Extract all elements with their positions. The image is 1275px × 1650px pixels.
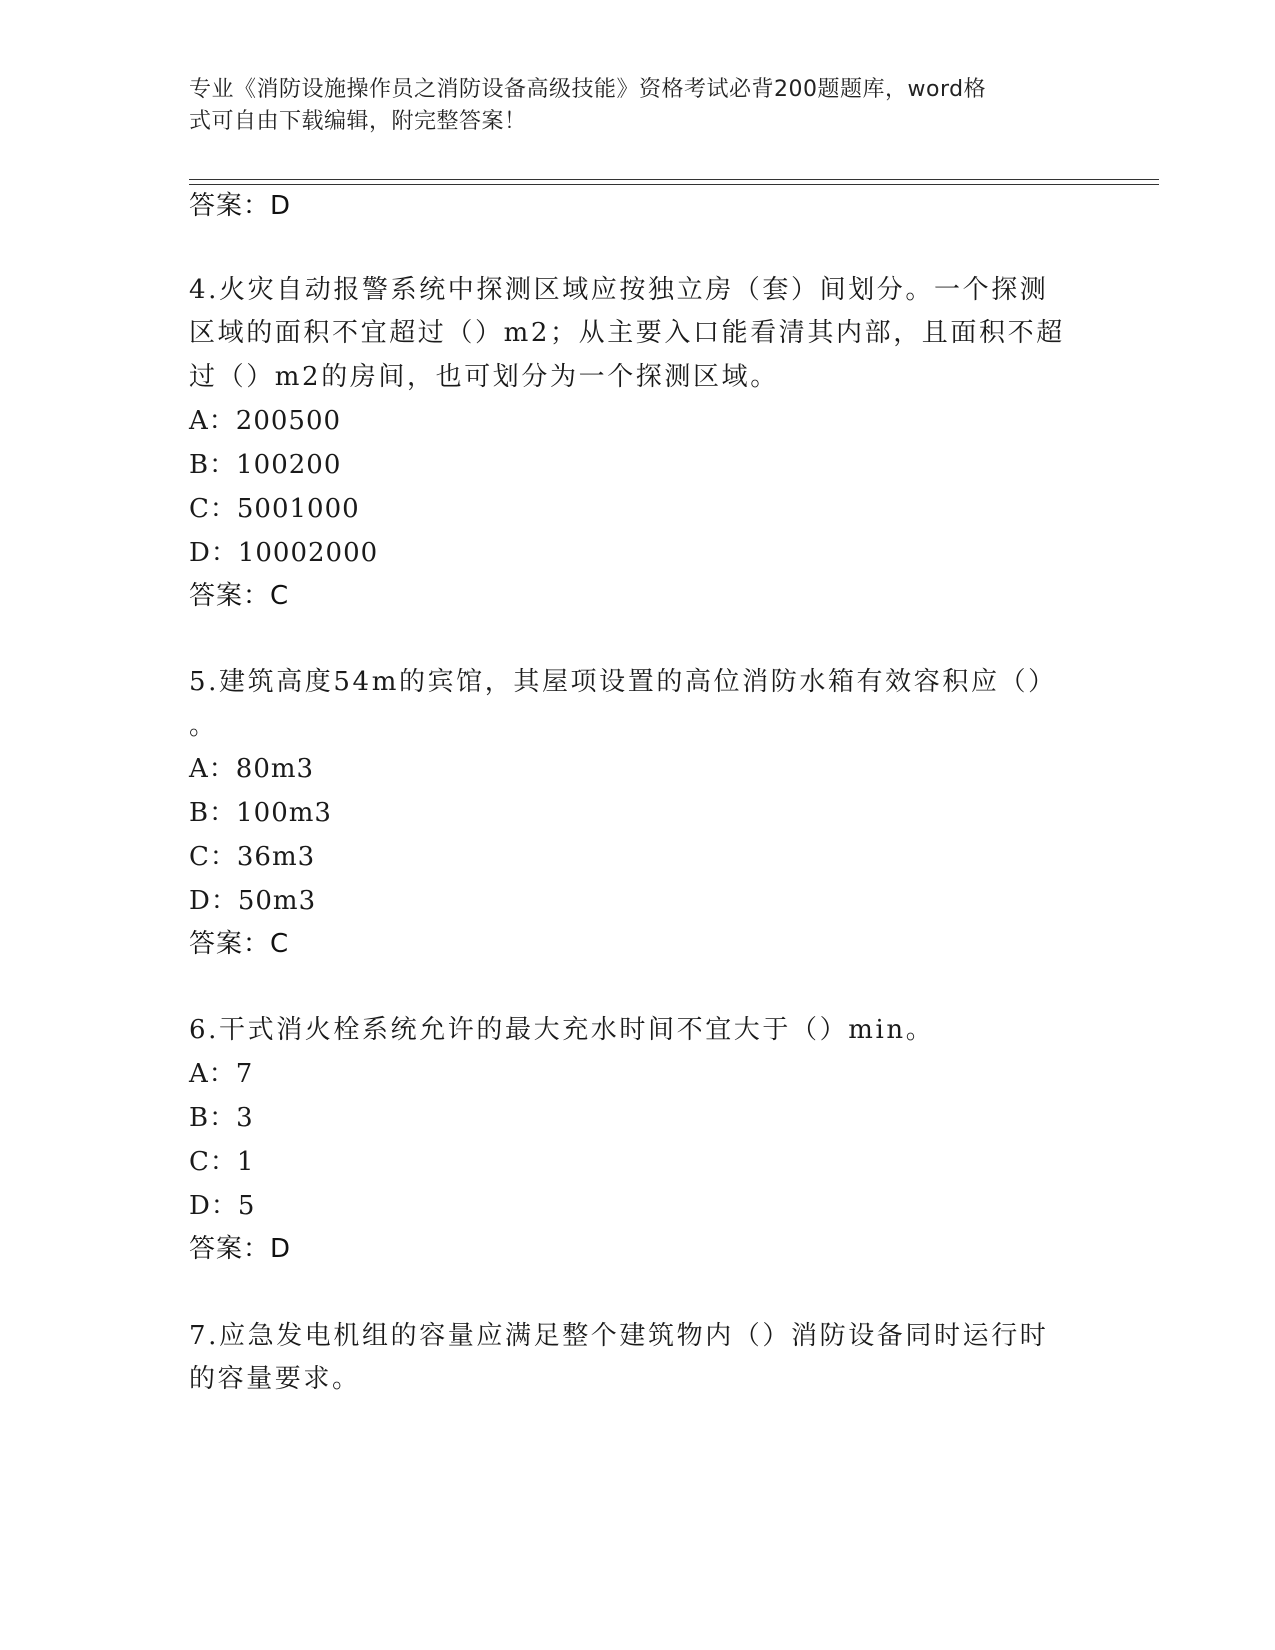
header-line-1: 专业《消防设施操作员之消防设备高级技能》资格考试必背200题题库，word格	[189, 77, 987, 102]
question-5-option-c: C：36m3	[189, 842, 316, 872]
question-6-option-c: C：1	[189, 1147, 255, 1177]
question-4-line-1: 4.火灾自动报警系统中探测区域应按独立房（套）间划分。一个探测	[189, 275, 1049, 305]
question-4-option-a: A：200500	[189, 406, 342, 436]
question-5-option-a: A：80m3	[189, 754, 315, 784]
question-6-line-1: 6.干式消火栓系统允许的最大充水时间不宜大于（）min。	[189, 1015, 935, 1045]
question-4-option-d: D：10002000	[189, 538, 379, 568]
question-4-line-3: 过（）m2的房间，也可划分为一个探测区域。	[189, 362, 779, 392]
question-5-line-1: 5.建筑高度54m的宾馆，其屋项设置的高位消防水箱有效容积应（）	[189, 667, 1057, 697]
question-4-answer: 答案：C	[189, 581, 290, 611]
document-header	[189, 74, 1069, 138]
question-7-line-2: 的容量要求。	[189, 1364, 361, 1394]
question-5-line-2: 。	[189, 711, 218, 741]
question-5-option-b: B：100m3	[189, 798, 332, 828]
question-7-line-1: 7.应急发电机组的容量应满足整个建筑物内（）消防设备同时运行时	[189, 1321, 1049, 1351]
question-4-option-c: C：5001000	[189, 494, 360, 524]
question-4-line-2: 区域的面积不宜超过（）m2；从主要入口能看清其内部，且面积不超	[189, 318, 1065, 348]
question-4-option-b: B：100200	[189, 450, 342, 480]
header-line-2: 式可自由下载编辑，附完整答案！	[189, 109, 527, 134]
header-divider-bottom	[189, 184, 1159, 185]
question-5-option-d: D：50m3	[189, 886, 317, 916]
question-6-option-d: D：5	[189, 1191, 256, 1221]
header-divider-top	[189, 179, 1159, 180]
question-6-answer: 答案：D	[189, 1234, 292, 1264]
question-5-answer: 答案：C	[189, 929, 290, 959]
question-6-option-b: B：3	[189, 1103, 254, 1133]
question-6-option-a: A：7	[189, 1059, 254, 1089]
prev-answer: 答案：D	[189, 191, 292, 221]
